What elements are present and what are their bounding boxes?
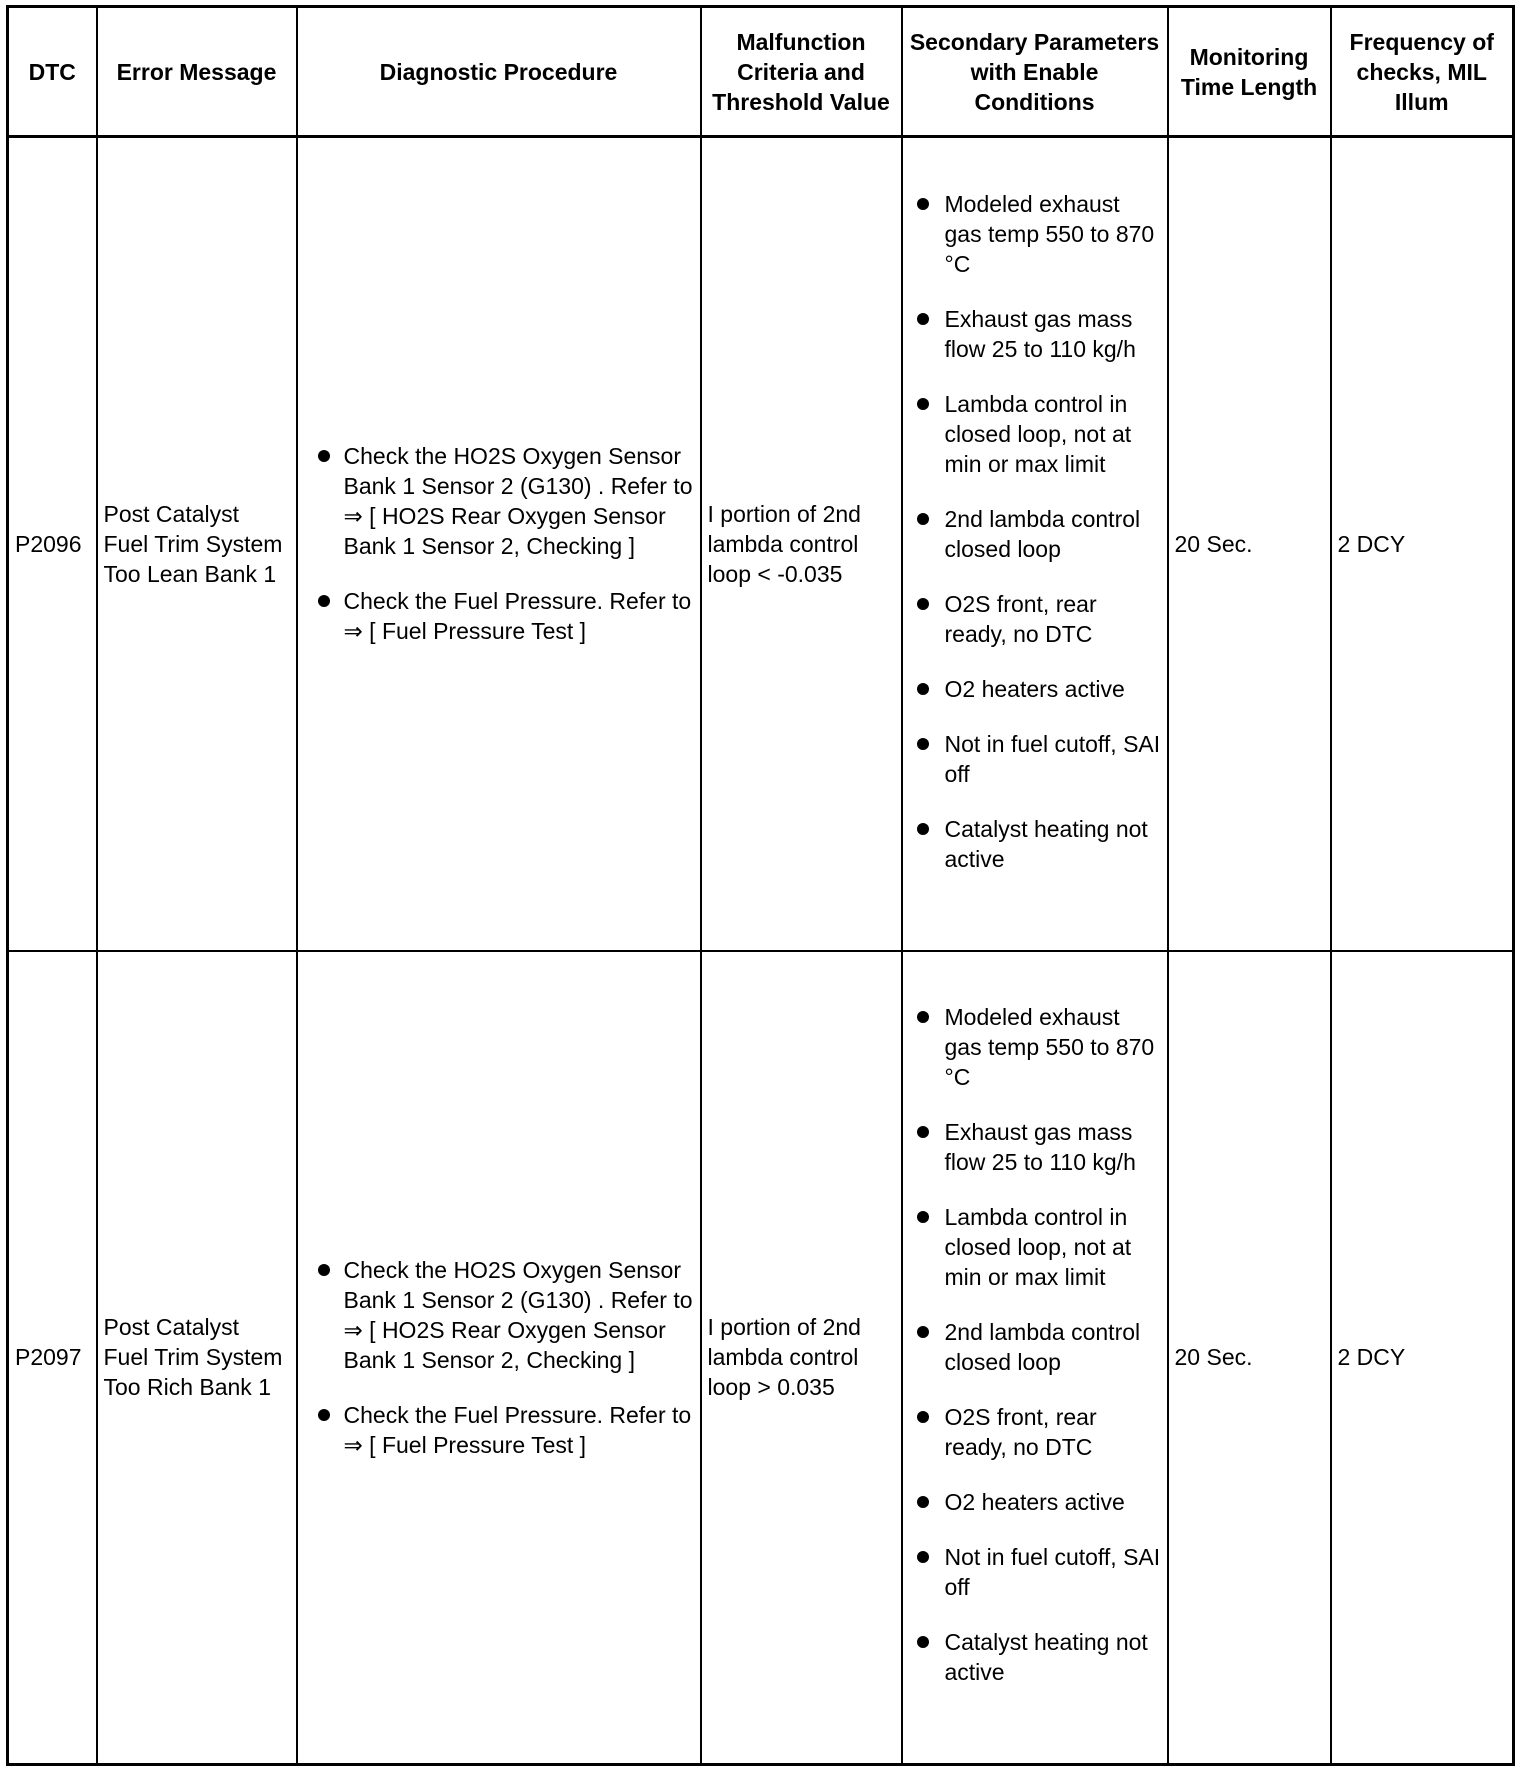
- parameter-item: Lambda control in closed loop, not at min or max limit: [909, 1202, 1161, 1292]
- monitoring-time: 20 Sec.: [1168, 137, 1331, 951]
- parameter-item: Lambda control in closed loop, not at min or max limit: [909, 389, 1161, 479]
- procedure-list: [304, 1255, 694, 1460]
- parameter-item: Exhaust gas mass flow 25 to 110 kg/h: [909, 304, 1161, 364]
- error-message: Post Catalyst Fuel Trim System Too Rich Bank 1: [97, 951, 297, 1765]
- header-malfunction-criteria: Malfunction Criteria and Threshold Value: [701, 7, 902, 137]
- parameter-item: Modeled exhaust gas temp 550 to 870 °C: [909, 189, 1161, 279]
- malfunction-criteria: I portion of 2nd lambda control loop > 0.035: [701, 951, 902, 1765]
- parameter-item: O2S front, rear ready, no DTC: [909, 1402, 1161, 1462]
- dtc-code: P2097: [8, 951, 97, 1765]
- frequency: 2 DCY: [1331, 137, 1514, 951]
- header-dtc: DTC: [8, 7, 97, 137]
- procedure-step: Check the HO2S Oxygen Sensor Bank 1 Sensor 2 (G130) . Refer to ⇒ [ HO2S Rear Oxygen Sensor Bank 1 Sensor 2, Checking ]: [304, 1255, 694, 1375]
- dtc-document: [6, 5, 1512, 1766]
- parameter-item: Exhaust gas mass flow 25 to 110 kg/h: [909, 1117, 1161, 1177]
- header-secondary-parameters: Secondary Parameters with Enable Conditions: [902, 7, 1168, 137]
- dtc-code: P2096: [8, 137, 97, 951]
- secondary-parameters: [902, 137, 1168, 951]
- monitoring-time: 20 Sec.: [1168, 951, 1331, 1765]
- procedure-step: Check the HO2S Oxygen Sensor Bank 1 Sensor 2 (G130) . Refer to ⇒ [ HO2S Rear Oxygen Sensor Bank 1 Sensor 2, Checking ]: [304, 441, 694, 561]
- header-diagnostic-procedure: Diagnostic Procedure: [297, 7, 701, 137]
- diagnostic-procedure: [297, 137, 701, 951]
- table-header-row: [8, 7, 1514, 137]
- secondary-parameters: [902, 951, 1168, 1765]
- parameter-list: [909, 189, 1161, 874]
- parameter-item: O2 heaters active: [909, 1487, 1161, 1517]
- parameter-item: 2nd lambda control closed loop: [909, 504, 1161, 564]
- parameter-item: 2nd lambda control closed loop: [909, 1317, 1161, 1377]
- procedure-step: Check the Fuel Pressure. Refer to ⇒ [ Fuel Pressure Test ]: [304, 1400, 694, 1460]
- parameter-list: [909, 1002, 1161, 1687]
- table-row: [8, 137, 1514, 951]
- procedure-list: [304, 441, 694, 646]
- parameter-item: O2 heaters active: [909, 674, 1161, 704]
- parameter-item: Catalyst heating not active: [909, 814, 1161, 874]
- header-error-message: Error Message: [97, 7, 297, 137]
- parameter-item: Modeled exhaust gas temp 550 to 870 °C: [909, 1002, 1161, 1092]
- parameter-item: Catalyst heating not active: [909, 1627, 1161, 1687]
- header-frequency: Frequency of checks, MIL Illum: [1331, 7, 1514, 137]
- parameter-item: O2S front, rear ready, no DTC: [909, 589, 1161, 649]
- table-row: [8, 951, 1514, 1765]
- parameter-item: Not in fuel cutoff, SAI off: [909, 729, 1161, 789]
- frequency: 2 DCY: [1331, 951, 1514, 1765]
- dtc-table: [6, 5, 1515, 1766]
- header-monitoring-time: Monitoring Time Length: [1168, 7, 1331, 137]
- parameter-item: Not in fuel cutoff, SAI off: [909, 1542, 1161, 1602]
- diagnostic-procedure: [297, 951, 701, 1765]
- procedure-step: Check the Fuel Pressure. Refer to ⇒ [ Fuel Pressure Test ]: [304, 586, 694, 646]
- malfunction-criteria: I portion of 2nd lambda control loop < -0.035: [701, 137, 902, 951]
- error-message: Post Catalyst Fuel Trim System Too Lean Bank 1: [97, 137, 297, 951]
